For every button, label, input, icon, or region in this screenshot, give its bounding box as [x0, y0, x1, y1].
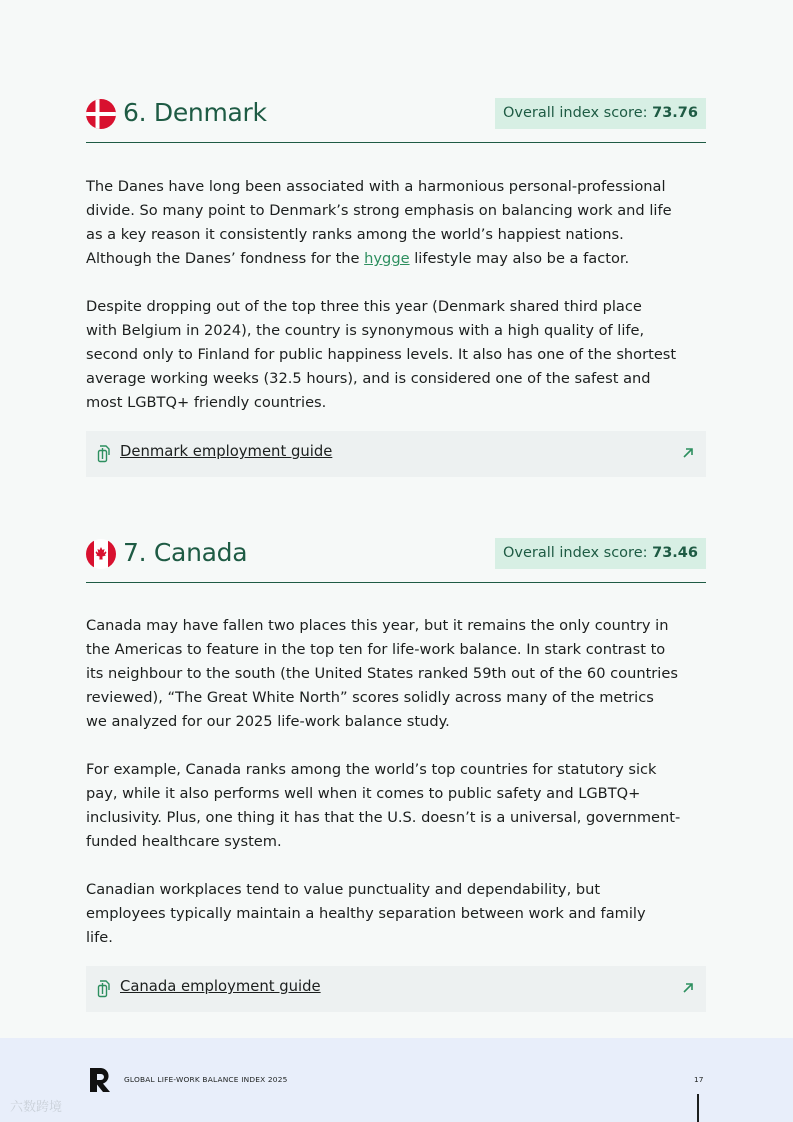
- text-line: average working weeks (32.5 hours), and is considered one of the safest and: [86, 370, 651, 387]
- canada-guide-link[interactable]: [86, 966, 706, 1012]
- text-line: pay, while it also performs well when it comes to public safety and LGBTQ+: [86, 785, 641, 802]
- text-line: The Danes have long been associated with a harmonious personal-professional: [86, 178, 666, 195]
- canada-paragraph-2: [86, 758, 706, 854]
- footer-title: GLOBAL LIFE-WORK BALANCE INDEX 2025: [124, 1075, 288, 1084]
- denmark-flag-icon: [86, 99, 116, 129]
- text-line: reviewed), “The Great White North” scores solidly across many of the metrics: [86, 689, 654, 706]
- text-line: inclusivity. Plus, one thing it has that the U.S. doesn’t is a universal, government-: [86, 809, 681, 826]
- text-line: For example, Canada ranks among the world’s top countries for statutory sick: [86, 761, 657, 778]
- arrow-up-right-icon: [682, 982, 694, 994]
- score-value: 73.76: [652, 105, 698, 121]
- text-line: Canadian workplaces tend to value punctuality and dependability, but: [86, 881, 601, 898]
- text-line: we analyzed for our 2025 life-work balance study.: [86, 713, 450, 730]
- text-line: the Americas to feature in the top ten for life-work balance. In stark contrast to: [86, 641, 666, 658]
- canada-header: [86, 539, 706, 583]
- canada-flag-icon: [86, 539, 116, 569]
- canada-paragraph-3: [86, 878, 706, 950]
- text-line: [86, 247, 706, 271]
- text-line: employees typically maintain a healthy separation between work and family: [86, 905, 646, 922]
- denmark-paragraph-2: [86, 295, 706, 415]
- document-link-icon: [97, 980, 113, 998]
- hygge-link[interactable]: hygge: [364, 250, 410, 267]
- denmark-section: [86, 99, 706, 477]
- text-line: Canada may have fallen two places this year, but it remains the only country in: [86, 617, 669, 634]
- guide-label[interactable]: Denmark employment guide: [120, 443, 333, 460]
- page-title: 7. Canada: [123, 538, 248, 567]
- page-number: 17: [694, 1075, 704, 1084]
- denmark-header: [86, 99, 706, 143]
- score-badge: [495, 98, 706, 129]
- document-link-icon: [97, 445, 113, 463]
- text-line: its neighbour to the south (the United States ranked 59th out of the 60 countries: [86, 665, 678, 682]
- page-footer: [0, 1038, 793, 1122]
- page-title: 6. Denmark: [123, 98, 267, 127]
- text-line: with Belgium in 2024), the country is synonymous with a high quality of life,: [86, 322, 645, 339]
- score-label: Overall index score:: [502, 105, 653, 121]
- text-line: most LGBTQ+ friendly countries.: [86, 394, 327, 411]
- text-line: funded healthcare system.: [86, 833, 282, 850]
- page-indicator-bar: [697, 1094, 699, 1122]
- text-line: second only to Finland for public happiness levels. It also has one of the shortest: [86, 346, 677, 363]
- score-badge: [495, 538, 706, 569]
- score-value: 73.46: [652, 545, 698, 561]
- text-line: life.: [86, 929, 113, 946]
- score-label: Overall index score:: [502, 545, 653, 561]
- denmark-guide-link[interactable]: [86, 431, 706, 477]
- canada-paragraph-1: [86, 614, 706, 734]
- text-line: Despite dropping out of the top three this year (Denmark shared third place: [86, 298, 642, 315]
- remote-logo-icon: [88, 1066, 112, 1094]
- text-line: as a key reason it consistently ranks among the world’s happiest nations.: [86, 226, 624, 243]
- text-fragment: lifestyle may also be a factor.: [409, 250, 630, 267]
- watermark: 六数跨境: [10, 1100, 63, 1115]
- arrow-up-right-icon: [682, 447, 694, 459]
- text-line: divide. So many point to Denmark’s strong emphasis on balancing work and life: [86, 202, 672, 219]
- canada-section: [86, 539, 706, 1012]
- text-fragment: Although the Danes’ fondness for the: [86, 250, 365, 267]
- guide-label[interactable]: Canada employment guide: [120, 978, 321, 995]
- denmark-paragraph-1: [86, 175, 706, 271]
